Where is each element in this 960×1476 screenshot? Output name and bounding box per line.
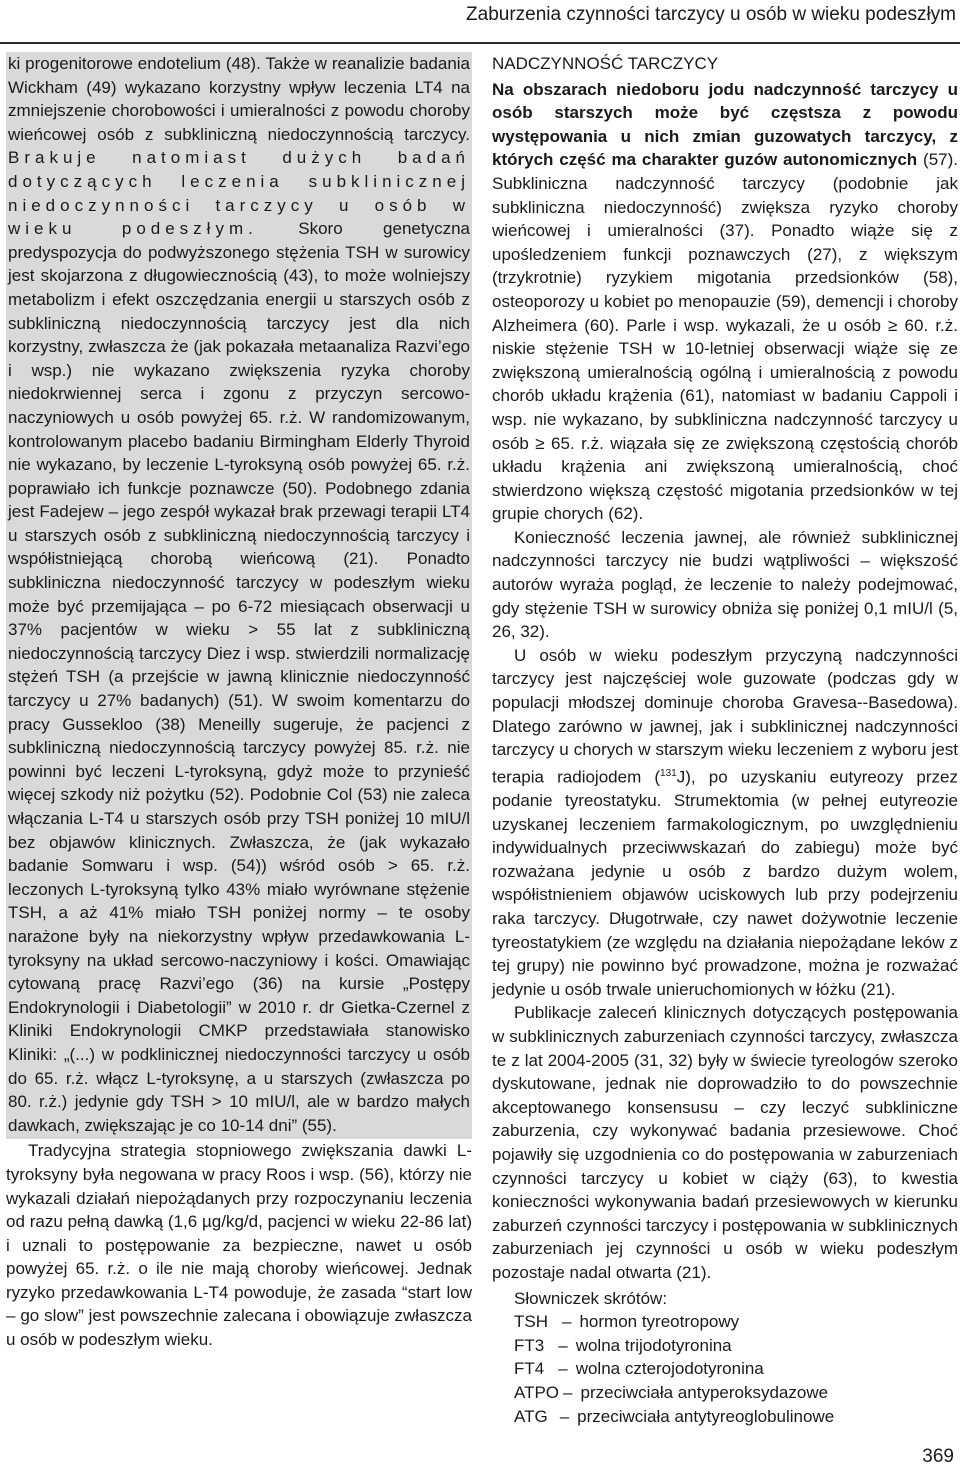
- paragraph-text: (57). Subkliniczna nadczynność tarczycy (podobnie jak subkliniczna niedoczynność) zwiększa ryzyko choroby wieńcowej i umieralności (37). Ponadto wiąże się z upośledzeniem funkcji poznawczych (27), z większym (trzykrotnie) ryzykiem migotania przedsionków (58), osteoporozy u kobiet po menopauzie (59), demencji i choroby Alzheimera (60). Parle i wsp. wykazali, że u osób ≥ 60. r.ż. niskie stężenie TSH w 10-letniej obserwacji wiąże się ze zwiększoną umieralnością ogólną i umieralnością z powodu chorób układu krążenia (61), natomiast w badaniu Cappoli i wsp. nie wykazano, by subkliniczna nadczynność tarczycy u osób ≥ 65. r.ż. wiązała się ze zwiększoną częstością chorób układu krążenia ani zwiększoną umieralnością, choć stwierdzono większą częstość migotania przedsionków w tej grupie chorych (62).: [492, 150, 958, 524]
- paragraph: [492, 78, 958, 526]
- glossary-meaning: wolna czterojodotyronina: [575, 1359, 764, 1379]
- section-heading: NADCZYNNOŚĆ TARCZYCY: [492, 54, 719, 73]
- glossary-abbreviation: FT3: [514, 1335, 545, 1355]
- paragraph-text: U osób w wieku podeszłym przyczyną nadczynności tarczycy jest najczęściej wole guzowate (podczas gdy w populacji młodszej dominuje choroba Gravesa--Basedowa). Dlatego zarówno w jawnej, jak i subklinicznej nadczynności tarczycy u chorych w starszym wieku leczeniem z wyboru jest terapia radiojodem (: [492, 645, 958, 787]
- page-number: 369: [922, 1446, 954, 1467]
- shaded-paragraph: [6, 52, 472, 1139]
- glossary-title: Słowniczek skrótów:: [514, 1288, 668, 1308]
- paragraph-text: ki progenitorowe endotelium (48). Także w reanalizie badania Wickham (49) wykazano korzystny wpływ leczenia LT4 na zmniejszenie chorobowości i umieralności z powodu choroby wieńcowej osób z subkliniczną niedoczynnością tarczycy.: [8, 54, 470, 144]
- glossary-dash: –: [562, 1312, 572, 1332]
- isotope-superscript: 131: [660, 767, 677, 779]
- glossary-dash: –: [563, 1382, 573, 1402]
- glossary-entry: [492, 1310, 958, 1334]
- page-header: [0, 0, 960, 44]
- glossary-entry: [492, 1405, 958, 1429]
- left-column: [6, 52, 472, 1352]
- glossary-meaning: przeciwciała antyperoksydazowe: [580, 1382, 829, 1402]
- glossary-meaning: hormon tyreotropowy: [579, 1312, 740, 1332]
- glossary-dash: –: [559, 1406, 570, 1426]
- glossary-abbreviation: TSH: [514, 1312, 548, 1332]
- glossary-abbreviation: ATG: [514, 1406, 548, 1426]
- emphasized-spaced-text: Brakuje natomiast dużych badań dotyczących leczenia subklinicznej niedoczynności tarczycy u osób w wieku podeszłym.: [8, 148, 470, 239]
- glossary-abbreviation: ATPO: [514, 1382, 560, 1402]
- glossary-entry: [492, 1381, 958, 1405]
- glossary-meaning: przeciwciała antytyreoglobulinowe: [577, 1406, 835, 1426]
- running-title: Zaburzenia czynności tarczycy u osób w wieku podeszłym: [466, 4, 956, 25]
- glossary-abbreviation: FT4: [514, 1359, 545, 1379]
- paragraph: [492, 644, 958, 1002]
- glossary-entry: [492, 1357, 958, 1381]
- paragraph: Publikacje zaleceń klinicznych dotyczących postępowania w subklinicznych zaburzeniach czynności tarczycy, zwłaszcza te z lat 2004-2005 (31, 32) były w świecie tyreologów szeroko dyskutowane, jednak nie doprowadziło to do powszechnie akceptowanego konsensusu – czy leczyć subkliniczne zaburzenia, czy wykonywać badania przesiewowe. Choć pojawiły się uzgodnienia co do postępowania w zaburzeniach czynności tarczycy u kobiet w ciąży (63), to kwestia konieczności wykonywania badań przesiewowych w kierunku zaburzeń czynności tarczycy i postępowania w subklinicznych zaburzeniach jej czynności u osób w wieku podeszłym pozostaje nadal otwarta (21).: [492, 1003, 958, 1282]
- right-column: [492, 52, 958, 1428]
- paragraph: Konieczność leczenia jawnej, ale również subklinicznej nadczynności tarczycy nie budzi wątpliwości – większość autorów wyraża pogląd, że leczenie to należy podejmować, gdy stężenie TSH w surowicy obniża się poniżej 0,1 mIU/l (5, 26, 32).: [492, 527, 958, 642]
- glossary-dash: –: [558, 1335, 568, 1355]
- glossary-meaning: wolna trijodotyronina: [575, 1335, 732, 1355]
- paragraph: Tradycyjna strategia stopniowego zwiększania dawki L-tyroksyny była negowana w pracy Roos i wsp. (56), którzy nie wykazali działań niepożądanych przy rozpoczynaniu leczenia od razu pełną dawką (1,6 µg/kg/d, pacjenci w wieku 22-86 lat) i uznali to postępowanie za bezpieczne, nawet u osób powyżej 65. r.ż. o ile nie mają choroby wieńcowej. Jednak ryzyko przedawkowania L-T4 powoduje, że zasada “start low – go slow” jest powszechnie zalecana i obowiązuje zwłaszcza u osób w podeszłym wieku.: [6, 1141, 472, 1350]
- glossary-dash: –: [558, 1359, 568, 1379]
- bold-lead-text: Na obszarach niedoboru jodu nadczynność tarczycy u osób starszych może być częstsza z powodu występowania u nich zmian guzowatych tarczycy, z których część ma charakter guzów autonomicznych: [492, 79, 958, 170]
- paragraph-text: J), po uzyskaniu eutyreozy przez podanie tyreostatyku. Strumektomia (w pełnej eutyreozie uzyskanej leczeniem farmakologicznym, po uwzględnieniu indywidualnych przeciwwskazań do zabiegu) może być rozważana jedynie u osób z bardzo dużym wolem, współistnieniem objawów uciskowych lub przy podejrzeniu raka tarczycy. Długotrwałe, czy nawet dożywotnie leczenie tyreostatykiem (ze względu na działania niepożądane leków z tej grupy) nie powinno być prowadzone, można je rozważać jedynie u osób trwale unieruchomionych w łóżku (21).: [492, 767, 958, 999]
- paragraph-text: Skoro genetyczna predyspozycja do podwyższonego stężenia TSH w surowicy jest skojarzona z długowiecznością (43), to może wolniejszy metabolizm i efekt oszczędzania energii u starszych osób z subkliniczną niedoczynnością tarczycy jest dla nich korzystny, zwłaszcza że (jak pokazała metaanaliza Razvi’ego i wsp.) nie wykazano zwiększenia ryzyka choroby niedokrwiennej serca i zgonu z przyczyn sercowo-naczyniowych u osób powyżej 65. r.ż. W randomizowanym, kontrolowanym placebo badaniu Birmingham Elderly Thyroid nie wykazano, by leczenie L-tyroksyną osób powyżej 65. r.ż. poprawiało ich funkcje poznawcze (50). Podobnego zdania jest Fadejew – jego zespół wykazał brak przewagi terapii LT4 u starszych osób z subkliniczną niedoczynnością tarczycy i współistniejącą chorobą wieńcową (21). Ponadto subkliniczna niedoczynność tarczycy w podeszłym wieku może być przemijająca – po 6-72 miesiącach obserwacji u 37% pacjentów w wieku > 55 lat z subkliniczną niedoczynnością tarczycy Diez i wsp. stwierdzili normalizację stężeń TSH (a przejście w jawną klinicznie niedoczynność tarczycy u 27% badanych) (51). W swoim komentarzu do pracy Gussekloo (38) Meneilly sugeruje, że pacjenci z subkliniczną niedoczynnością tarczycy powyżej 85. r.ż. nie powinni być leczeni L-tyroksyną, gdyż może to przynieść więcej szkody niż pożytku (52). Podobnie Col (53) nie zaleca włączania L-T4 u starszych osób przy TSH poniżej 10 mIU/l bez objawów klinicznych. Zwłaszcza, że (jak wykazało badanie Somwaru i wsp. (54)) wśród osób > 65. r.ż. leczonych L-tyroksyną tylko 43% miało wyrównane stężenie TSH, a aż 41% miało TSH poniżej normy – te osoby narażone były na niekorzystny wpływ przedawkowania L-tyroksyny na układ sercowo-naczyniowy i kości. Omawiając cytowaną pracę Razvi’ego (36) na kursie „Postępy Endokrynologii i Diabetologii” w 2010 r. dr Gietka-Czernel z Kliniki Endokrynologii CMKP przedstawiała stanowisko Kliniki: „(...) w podklinicznej niedoczynności tarczycy u osób do 65. r.ż. włącz L-tyroksynę, a u starszych (zwłaszcza po 80. r.ż.) jedynie gdy TSH > 10 mIU/l, ale w bardzo małych dawkach, zwiększając je co 10-14 dni” (55).: [8, 219, 470, 1135]
- glossary-entry: [492, 1334, 958, 1358]
- abbreviation-glossary: [492, 1287, 958, 1429]
